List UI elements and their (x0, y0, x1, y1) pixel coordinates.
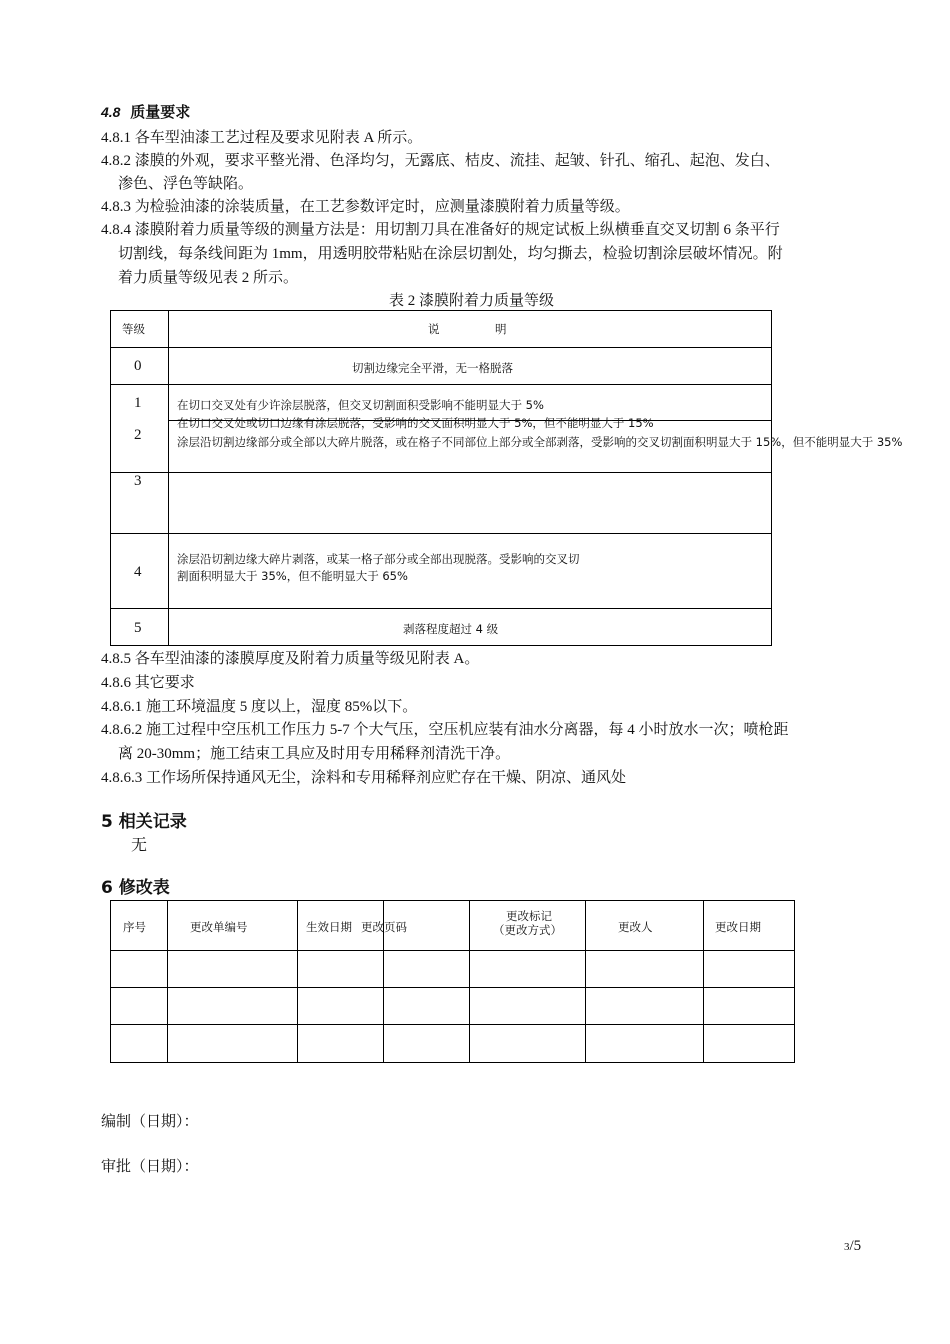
paragraph-4-8-1: 4.8.1 各车型油漆工艺过程及要求见附表 A 所示。 (101, 130, 423, 146)
page-total: /5 (849, 1238, 862, 1254)
paragraph-4-8-6-2-line2: 离 20-30mm；施工结束工具应及时用专用稀释剂清洗干净。 (118, 746, 511, 762)
paragraph-4-8-4-line3: 着力质量等级见表 2 所示。 (118, 270, 299, 286)
section-title: 质量要求 (130, 103, 191, 121)
grade-cell: 3 (134, 473, 142, 489)
paragraph-4-8-2-line1: 4.8.2 漆膜的外观，要求平整光滑、色泽均匀，无露底、桔皮、流挂、起皱、针孔、缩孔、起泡、发白、 (101, 153, 780, 169)
paragraph-4-8-6-3: 4.8.6.3 工作场所保持通风无尘，涂料和专用稀释剂应贮存在干燥、阴凉、通风处 (101, 770, 627, 786)
grade-cell: 5 (134, 620, 142, 636)
section-5-heading: 5 相关记录 (101, 812, 187, 832)
section-4-8-heading (101, 102, 190, 123)
grade-cell: 2 (134, 427, 142, 443)
grade-cell: 0 (134, 358, 142, 374)
header-change-date: 更改日期 (715, 920, 761, 934)
description-cell: 切割边缘完全平滑，无一格脱落 (352, 361, 513, 375)
approved-by-date-label: 审批（日期）： (101, 1159, 199, 1175)
section-6-heading: 6 修改表 (101, 878, 170, 898)
description-cell: 涂层沿切割边缘部分或全部以大碎片脱落，或在格子不同部位上部分或全部剥落，受影响的交叉切割面积明显大于 15%，但不能明显大于 35% (177, 435, 903, 449)
page-number (844, 1236, 861, 1257)
paragraph-4-8-3: 4.8.3 为检验油漆的涂装质量，在工艺参数评定时，应测量漆膜附着力质量等级。 (101, 199, 630, 215)
description-cell: 在切口交叉处有少许涂层脱落，但交叉切割面积受影响不能明显大于 5% (177, 398, 544, 412)
description-cell-line1: 涂层沿切割边缘大碎片剥落，或某一格子部分或全部出现脱落。受影响的交叉切 (177, 552, 580, 566)
section-number: 4.8 (101, 104, 121, 120)
header-grade: 等级 (122, 322, 145, 336)
header-effective-date: 生效日期 (306, 920, 352, 934)
page-current: 3 (844, 1241, 850, 1253)
section-5-content: 无 (131, 837, 148, 854)
header-change-order-no: 更改单编号 (190, 920, 248, 934)
description-cell-line2: 割面积明显大于 35%，但不能明显大于 65% (177, 569, 408, 583)
compiled-by-date-label: 编制（日期）： (101, 1114, 199, 1130)
grade-cell: 1 (134, 395, 142, 411)
paragraph-4-8-5: 4.8.5 各车型油漆的漆膜厚度及附着力质量等级见附表 A。 (101, 651, 480, 667)
paragraph-4-8-6: 4.8.6 其它要求 (101, 675, 195, 691)
paragraph-4-8-6-2-line1: 4.8.6.2 施工过程中空压机工作压力 5-7 个大气压，空压机应装有油水分离器，每 4 小时放水一次；喷枪距 (101, 722, 789, 738)
description-cell: 剥落程度超过 4 级 (403, 622, 499, 636)
header-description-1: 说 (428, 322, 440, 336)
table-2-caption: 表 2 漆膜附着力质量等级 (389, 293, 555, 309)
paragraph-4-8-2-line2: 渗色、浮色等缺陷。 (118, 176, 254, 192)
paragraph-4-8-4-line1: 4.8.4 漆膜附着力质量等级的测量方法是：用切割刀具在准备好的规定试板上纵横垂直交叉切割 6 条平行 (101, 222, 780, 238)
header-change-mark: 更改标记 (506, 909, 552, 923)
grade-cell: 4 (134, 564, 142, 580)
paragraph-4-8-4-line2: 切割线，每条线间距为 1mm，用透明胶带粘贴在涂层切割处，均匀撕去，检验切割涂层破坏情况。附 (118, 246, 783, 262)
header-description-2: 明 (495, 322, 507, 336)
description-cell: 在切口交叉处或切口边缘有涂层脱落，受影响的交叉面积明显大于 5%，但不能明显大于 15% (177, 416, 654, 430)
paragraph-4-8-6-1: 4.8.6.1 施工环境温度 5 度以上，湿度 85%以下。 (101, 699, 418, 715)
header-changed-by: 更改人 (618, 920, 653, 934)
header-changed-page: 更改页码 (361, 920, 407, 934)
header-serial-no: 序号 (123, 920, 146, 934)
header-change-method: （更改方式） (493, 923, 562, 937)
